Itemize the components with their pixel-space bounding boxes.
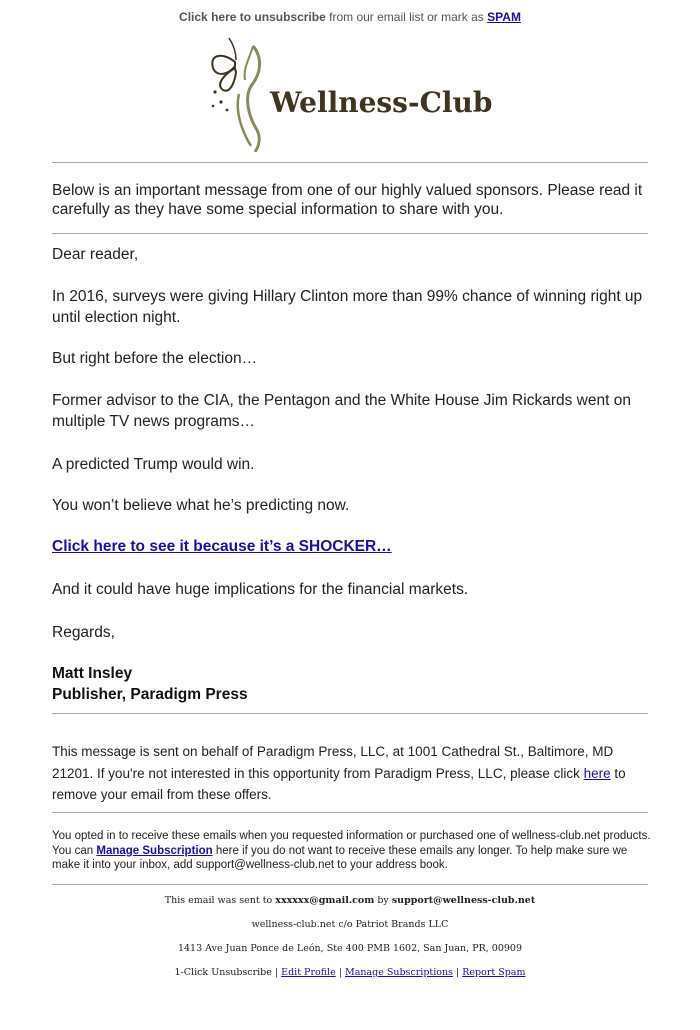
manage-subscription-link[interactable]: Manage Subscription (96, 844, 213, 857)
separator: | (274, 967, 279, 978)
paragraph-2: But right before the election… (52, 350, 258, 367)
one-click-unsubscribe[interactable]: 1-Click Unsubscribe (174, 967, 272, 978)
address-line: 1413 Ave Juan Ponce de León, Ste 400 PMB 1602, San Juan, PR, 00909 (177, 943, 523, 954)
signature-name: Matt Insley (52, 665, 133, 682)
divider (52, 233, 648, 234)
divider (52, 884, 648, 885)
divider (52, 162, 648, 163)
company-line: wellness-club.net c/o Patriot Brands LLC (251, 919, 449, 930)
manage-subscriptions-link[interactable]: Manage Subscriptions (344, 967, 453, 978)
sender-notice (52, 741, 652, 806)
sender-email: support@wellness-club.net (391, 895, 536, 906)
footer-links (0, 967, 700, 978)
paragraph-3: Former advisor to the CIA, the Pentagon and the White House Jim Rickards went on multiple TV news programs… (52, 392, 631, 430)
divider (52, 812, 648, 813)
paragraph-1: In 2016, surveys were giving Hillary Clinton more than 99% chance of winning right up until election night. (52, 288, 643, 326)
optin-notice-text: You opted in to receive these emails when you requested information or purchased one of wellness-club.net products. You can (52, 830, 651, 857)
report-spam-link[interactable]: Report Spam (462, 967, 526, 978)
separator: | (456, 967, 460, 978)
sent-by-word: by (377, 895, 389, 906)
shocker-cta-link[interactable]: Click here to see it because it’s a SHOCKER… (52, 538, 392, 555)
unsubscribe-link[interactable]: Click here to unsubscribe (179, 10, 326, 24)
optin-notice-tail: here if you do not want to receive these emails any longer. To help make sure we make it into your inbox, add support@wellness-club.net to your address book. (52, 844, 628, 871)
closing: Regards, (52, 624, 115, 641)
wellness-club-logo (205, 34, 495, 152)
unsubscribe-bar (0, 10, 700, 24)
spam-link[interactable]: SPAM (487, 10, 521, 24)
optin-notice (52, 829, 652, 873)
signature-title: Publisher, Paradigm Press (52, 686, 248, 703)
paragraph-6: And it could have huge implications for the financial markets. (52, 581, 469, 598)
sender-notice-tail: to remove your email from these offers. (52, 765, 626, 802)
divider (52, 713, 648, 714)
unsubscribe-middle-text: from our email list or mark as (329, 10, 484, 24)
remove-email-link[interactable]: here (583, 765, 611, 781)
separator: | (338, 967, 342, 978)
paragraph-4: A predicted Trump would win. (52, 456, 255, 473)
sender-notice-text: This message is sent on behalf of Paradigm Press, LLC, at 1001 Cathedral St., Baltimore, MD 21201. If you're not interested in this opportunity from Paradigm Press, LLC, please click (52, 744, 614, 781)
sent-to-prefix: This email was sent to (164, 895, 273, 906)
greeting: Dear reader, (52, 246, 139, 263)
paragraph-5: You won’t believe what he’s predicting now. (52, 497, 350, 514)
logo-text: Wellness-Club (270, 86, 493, 119)
sponsor-intro: Below is an important message from one of our highly valued sponsors. Please read it carefully as they have some special information to share with you. (52, 182, 643, 218)
recipient-email: xxxxxx@gmail.com (275, 895, 375, 906)
edit-profile-link[interactable]: Edit Profile (281, 967, 336, 978)
sent-to-line (0, 895, 700, 906)
